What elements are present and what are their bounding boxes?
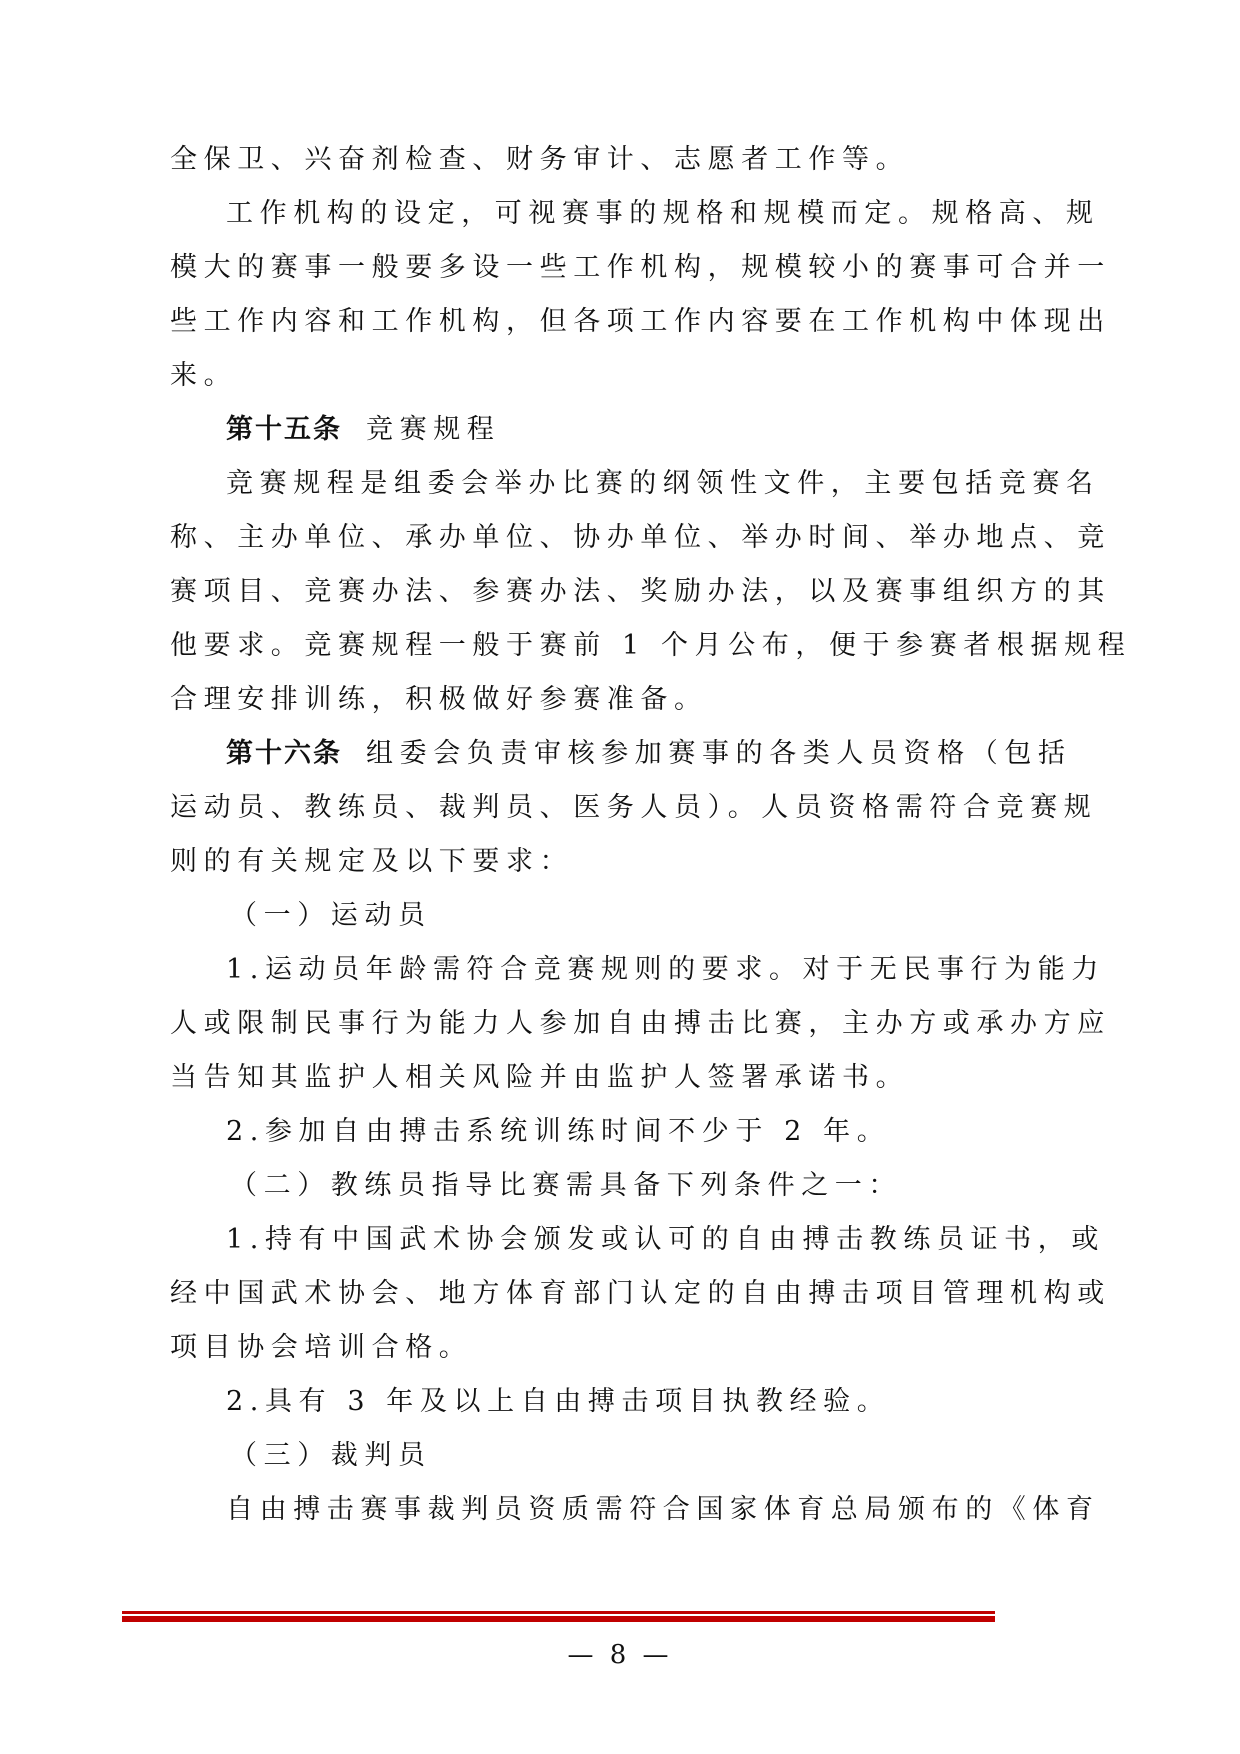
paragraph-line: 赛项目、竞赛办法、参赛办法、奖励办法，以及赛事组织方的其 [170, 576, 1111, 607]
list-item: 2.参加自由搏击系统训练时间不少于 2 年。 [226, 1116, 891, 1147]
paragraph-line: 则的有关规定及以下要求： [170, 846, 574, 877]
article-text: 组委会负责审核参加赛事的各类人员资格（包括 [366, 738, 1072, 769]
list-item: 1.持有中国武术协会颁发或认可的自由搏击教练员证书，或 [226, 1224, 1105, 1255]
section-heading-athletes: （一）运动员 [230, 900, 432, 931]
article-15-heading [226, 412, 1006, 448]
footer-rule-thin [122, 1611, 995, 1614]
paragraph-line: 当告知其监护人相关风险并由监护人签署承诺书。 [170, 1062, 910, 1093]
paragraph-line: 人或限制民事行为能力人参加自由搏击比赛，主办方或承办方应 [170, 1008, 1111, 1039]
article-number: 第十六条 [226, 738, 342, 769]
list-item: 1.运动员年龄需符合竞赛规则的要求。对于无民事行为能力 [226, 954, 1105, 985]
paragraph-line: 他要求。竞赛规程一般于赛前 1 个月公布，便于参赛者根据规程 [170, 630, 1132, 661]
paragraph-line: 称、主办单位、承办单位、协办单位、举办时间、举办地点、竞 [170, 522, 1111, 553]
paragraph-line: 运动员、教练员、裁判员、医务人员）。人员资格需符合竞赛规 [170, 792, 1098, 823]
page-number: — 8 — [567, 1640, 673, 1670]
paragraph-line: 项目协会培训合格。 [170, 1332, 473, 1363]
article-16-heading [226, 736, 1072, 772]
article-title: 竞赛规程 [366, 414, 501, 445]
article-number: 第十五条 [226, 414, 342, 445]
section-heading-coaches: （二）教练员指导比赛需具备下列条件之一： [230, 1170, 902, 1201]
list-item: 2.具有 3 年及以上自由搏击项目执教经验。 [226, 1386, 891, 1417]
section-heading-referees: （三）裁判员 [230, 1440, 432, 1471]
paragraph-line: 竞赛规程是组委会举办比赛的纲领性文件，主要包括竞赛名 [226, 468, 1100, 499]
paragraph-line: 经中国武术协会、地方体育部门认定的自由搏击项目管理机构或 [170, 1278, 1111, 1309]
footer-rule-thick [122, 1616, 995, 1622]
paragraph-line: 工作机构的设定，可视赛事的规格和规模而定。规格高、规 [226, 198, 1100, 229]
paragraph-line: 自由搏击赛事裁判员资质需符合国家体育总局颁布的《体育 [226, 1494, 1100, 1525]
paragraph-line: 些工作内容和工作机构，但各项工作内容要在工作机构中体现出 [170, 306, 1111, 337]
paragraph-line: 模大的赛事一般要多设一些工作机构，规模较小的赛事可合并一 [170, 252, 1111, 283]
paragraph-line: 来。 [170, 360, 238, 391]
paragraph-line: 合理安排训练，积极做好参赛准备。 [170, 684, 708, 715]
paragraph-line: 全保卫、兴奋剂检查、财务审计、志愿者工作等。 [170, 144, 910, 175]
